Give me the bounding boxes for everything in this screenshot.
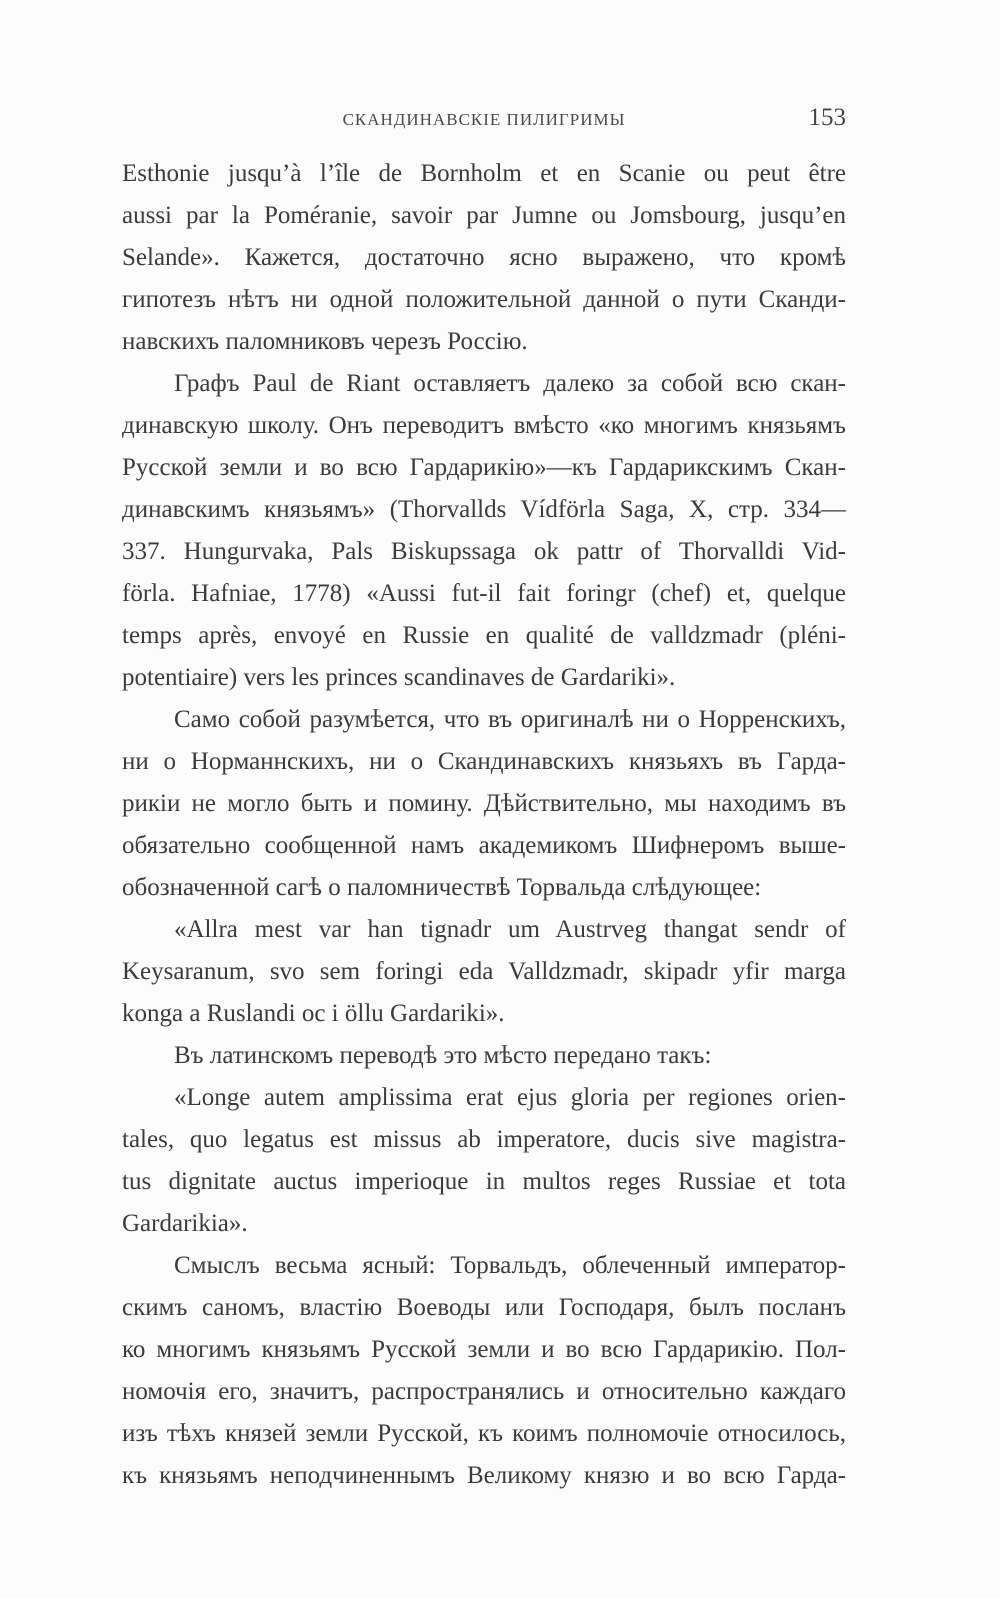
text-line: ко многимъ князьямъ Русской земли и во всю Гардарикію. Пол- xyxy=(122,1336,846,1363)
page-number: 153 xyxy=(808,104,846,131)
running-head xyxy=(122,104,846,134)
text-line: номочія его, значитъ, распространялись и относительно каждаго xyxy=(122,1378,846,1405)
text-line: Русской земли и во всю Гардарикію»—къ Гардарикскимъ Скан- xyxy=(122,454,846,481)
text-line: къ князьямъ неподчиненнымъ Великому князю и во всю Гарда- xyxy=(122,1462,846,1489)
text-line: förla. Hafniae, 1778) «Aussi fut-il fait foringr (chef) et, quelque xyxy=(122,580,846,607)
text-line: 337. Hungurvaka, Pals Biskupssaga ok pattr of Thorvalldi Vid- xyxy=(122,538,846,565)
text-line: tales, quo legatus est missus ab imperatore, ducis sive magistra- xyxy=(122,1126,846,1153)
text-line: temps après, envoyé en Russie en qualité de valldzmadr (pléni- xyxy=(122,622,846,649)
text-line: рикіи не могло быть и помину. Дѣйствительно, мы находимъ въ xyxy=(122,790,846,817)
text-line: potentiaire) vers les princes scandinaves de Gardariki». xyxy=(122,664,676,691)
text-line: aussi par la Poméranie, savoir par Jumne ou Jomsbourg, jusqu’en xyxy=(122,202,846,229)
text-line: konga a Ruslandi oc i öllu Gardariki». xyxy=(122,1000,505,1027)
text-line: динавскимъ князьямъ» (Thorvallds Vídförla Saga, X, стр. 334— xyxy=(122,496,846,523)
text-line: Смыслъ весьма ясный: Торвальдъ, облеченный император- xyxy=(174,1252,846,1279)
text-line: Keysaranum, svo sem foringi eda Valldzmadr, skipadr yfir marga xyxy=(122,958,846,985)
text-line: ни о Норманнскихъ, ни о Скандинавскихъ князьяхъ въ Гарда- xyxy=(122,748,846,775)
text-line: Selande». Кажется, достаточно ясно выражено, что кромѣ xyxy=(122,244,846,271)
text-line: Въ латинскомъ переводѣ это мѣсто передано такъ: xyxy=(174,1042,712,1069)
text-line: обозначенной сагѣ о паломничествѣ Торвальда слѣдующее: xyxy=(122,874,762,901)
text-line: Само собой разумѣется, что въ оригиналѣ ни о Норренскихъ, xyxy=(174,706,846,733)
body-text xyxy=(122,153,846,1497)
text-line: Gardarikia». xyxy=(122,1210,248,1237)
text-line: гипотезъ нѣтъ ни одной положительной данной о пути Сканди- xyxy=(122,286,846,313)
text-line: Графъ Paul de Riant оставляетъ далеко за собой всю скан- xyxy=(174,370,846,397)
running-title: СКАНДИНАВСКІЕ ПИЛИГРИМЫ xyxy=(342,110,626,129)
text-line: навскихъ паломниковъ черезъ Россію. xyxy=(122,328,528,355)
text-line: изъ тѣхъ князей земли Русской, къ коимъ полномочіе относилось, xyxy=(122,1420,846,1447)
text-line: tus dignitate auctus imperioque in multos reges Russiae et tota xyxy=(122,1168,846,1195)
text-line: «Allra mest var han tignadr um Austrveg thangat sendr of xyxy=(174,916,846,943)
text-line: динавскую школу. Онъ переводитъ вмѣсто «ко многимъ князьямъ xyxy=(122,412,846,439)
text-line: обязательно сообщенной намъ академикомъ Шифнеромъ выше- xyxy=(122,832,846,859)
text-line: «Longe autem amplissima erat ejus gloria per regiones orien- xyxy=(174,1084,846,1111)
text-line: Esthonie jusqu’à l’île de Bornholm et en Scanie ou peut être xyxy=(122,160,846,187)
text-line: скимъ саномъ, властію Воеводы или Господаря, былъ посланъ xyxy=(122,1294,846,1321)
